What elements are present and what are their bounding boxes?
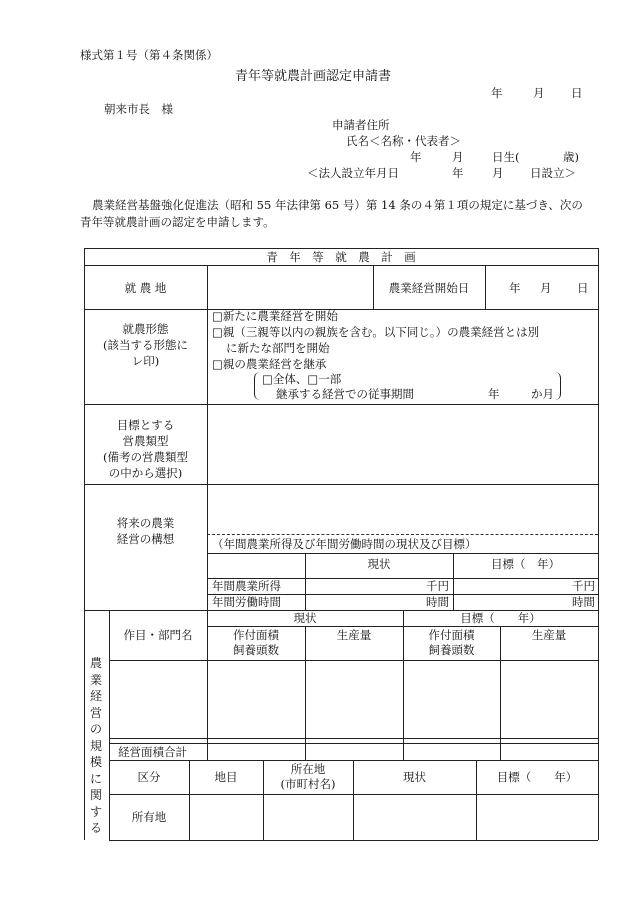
corp-date-label: ＜法人設立年月日: [307, 166, 399, 180]
farm-land-label: 就 農 地: [124, 281, 167, 295]
annual-income-label: 年間農業所得: [212, 579, 281, 593]
income-current-unit: 千円: [426, 579, 449, 593]
inherit-period-month: か月: [531, 387, 554, 401]
corp-year: 年: [452, 166, 464, 180]
applicant-address-label: 申請者住所: [332, 118, 390, 132]
birth-age: 歳): [563, 150, 579, 164]
corp-day: 日設立＞: [530, 166, 576, 180]
area-total-label: 経営面積合計: [118, 745, 187, 759]
scale-vertical-label: 農業経営の規模に関する: [89, 656, 102, 835]
date-day: 日: [571, 86, 583, 100]
option-new-division[interactable]: □親（三親等以内の親族を含む。以下同じ。）の農業経営とは別: [212, 325, 540, 339]
hours-current-unit: 時間: [426, 595, 449, 609]
location-header-2: (市町村名): [280, 777, 336, 791]
target-area-label-1: 作付面積: [428, 628, 475, 642]
addressee: 朝来市長 様: [104, 102, 173, 116]
document-title: 青年等就農計画認定申請書: [235, 69, 392, 84]
target-type-4: の中から選択): [108, 466, 183, 480]
form-number: 様式第１号（第４条関係）: [80, 48, 218, 62]
inherit-period-year: 年: [488, 387, 500, 401]
start-year: 年: [509, 281, 521, 295]
vision-target-header: 目標（ 年）: [491, 557, 560, 571]
intro-paragraph: 農業経営基盤強化促進法（昭和 55 年法律第 65 号）第 14 条の４第１項の規定に基づき、次の青年等就農計画の認定を申請します。: [80, 198, 583, 229]
option-inherit[interactable]: □親の農業経営を継承: [212, 357, 327, 371]
crop-division-label: 作目・部門名: [123, 628, 193, 642]
hours-target-unit: 時間: [572, 595, 595, 609]
income-target-unit: 千円: [572, 579, 595, 593]
date-month: 月: [533, 86, 545, 100]
start-month: 月: [540, 281, 552, 295]
target-type-3: (備考の営農類型: [103, 450, 188, 464]
vision-current-header: 現状: [367, 557, 391, 571]
inherit-scope-option[interactable]: □全体、□一部: [262, 372, 342, 386]
start-date-label: 農業経営開始日: [388, 281, 470, 295]
plan-table-header: 青 年 等 就 農 計 画: [266, 250, 416, 264]
annual-hours-label: 年間労働時間: [212, 595, 281, 609]
form-label-1: 就農形態: [122, 322, 169, 336]
form-label-3: レ印): [131, 354, 160, 368]
vision-label-2: 経営の構想: [116, 532, 175, 546]
target-type-1: 目標とする: [116, 418, 175, 432]
birth-month: 月: [452, 150, 464, 164]
form-label-2: (該当する形態に: [103, 338, 188, 352]
option-new-farming[interactable]: □新たに農業経営を開始: [212, 309, 338, 323]
land-target-header: 目標（ 年）: [496, 770, 578, 784]
current-production-label: 生産量: [336, 628, 372, 642]
location-header-1: 所在地: [290, 762, 326, 776]
scale-target-header: 目標（ 年）: [460, 611, 541, 625]
income-caption: （年間農業所得及び年間労働時間の現状及び目標）: [212, 537, 477, 551]
corp-month: 月: [492, 166, 504, 180]
scale-current-header: 現状: [293, 611, 317, 625]
land-category-header: 区分: [137, 770, 161, 784]
vision-label-1: 将来の農業: [116, 516, 175, 530]
option-new-division-cont: に新たな部門を開始: [226, 341, 330, 355]
birth-day: 日生(: [492, 150, 520, 164]
owned-land-label: 所有地: [131, 810, 167, 824]
land-current-header: 現状: [403, 770, 426, 784]
current-area-label-2: 飼養頭数: [233, 643, 279, 657]
target-area-label-2: 飼養頭数: [428, 643, 475, 657]
land-type-header: 地目: [214, 770, 238, 784]
birth-year: 年: [410, 150, 422, 164]
start-day: 日: [577, 281, 589, 295]
target-type-2: 営農類型: [122, 434, 169, 448]
target-production-label: 生産量: [531, 628, 567, 642]
date-year: 年: [491, 86, 503, 100]
applicant-name-label: 氏名＜名称・代表者＞: [346, 134, 461, 148]
current-area-label-1: 作付面積: [233, 628, 279, 642]
inherit-period-label: 継承する経営での従事期間: [276, 387, 414, 401]
